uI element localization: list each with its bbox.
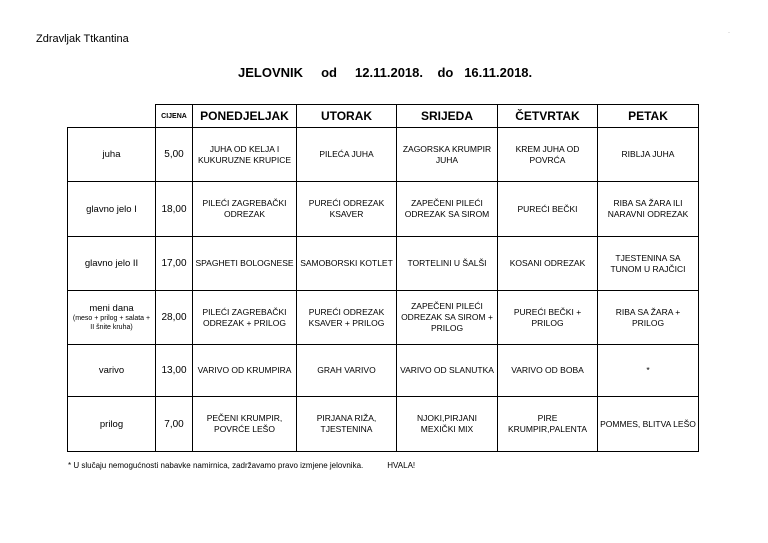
company-name: Zdravljak Ttkantina xyxy=(36,33,129,45)
dish-cell: VARIVO OD BOBA xyxy=(498,345,598,397)
table-row xyxy=(68,182,699,237)
dish-cell: PILEĆI ZAGREBAČKI ODREZAK xyxy=(193,182,297,237)
footnote-text: * U slučaju nemogućnosti nabavke namirnica, zadržavamo pravo izmjene jelovnika. xyxy=(68,461,364,470)
day-header-friday: PETAK xyxy=(598,105,699,128)
dish-cell: PUREĆI BEČKI xyxy=(498,182,598,237)
dish-cell: KOSANI ODREZAK xyxy=(498,237,598,291)
footnote xyxy=(68,461,415,470)
dish-cell: TJESTENINA SA TUNOM U RAJČICI xyxy=(598,237,699,291)
table-corner xyxy=(68,105,156,128)
menu-title xyxy=(238,65,532,80)
menu-table xyxy=(67,104,699,452)
dish-cell: JUHA OD KELJA I KUKURUZNE KRUPICE xyxy=(193,128,297,182)
dish-cell: VARIVO OD SLANUTKA xyxy=(397,345,498,397)
dish-cell: RIBA SA ŽARA ILI NARAVNI ODREZAK xyxy=(598,182,699,237)
table-header-row xyxy=(68,105,699,128)
dish-cell: PEČENI KRUMPIR, POVRĆE LEŠO xyxy=(193,397,297,452)
dish-cell: POMMES, BLITVA LEŠO xyxy=(598,397,699,452)
row-price: 13,00 xyxy=(156,345,193,397)
row-price: 17,00 xyxy=(156,237,193,291)
dish-cell: PIRE KRUMPIR,PALENTA xyxy=(498,397,598,452)
title-word: JELOVNIK xyxy=(238,65,304,80)
dish-cell: KREM JUHA OD POVRĆA xyxy=(498,128,598,182)
dish-cell: PUREĆI ODREZAK KSAVER xyxy=(297,182,397,237)
row-price: 7,00 xyxy=(156,397,193,452)
row-label: juha xyxy=(68,128,156,182)
dish-cell: NJOKI,PIRJANI MEXIČKI MIX xyxy=(397,397,498,452)
row-price: 18,00 xyxy=(156,182,193,237)
dish-cell: RIBLJA JUHA xyxy=(598,128,699,182)
row-price: 5,00 xyxy=(156,128,193,182)
dish-cell: SAMOBORSKI KOTLET xyxy=(297,237,397,291)
table-row xyxy=(68,397,699,452)
row-label: glavno jelo II xyxy=(68,237,156,291)
dish-cell: ZAPEČENI PILEĆI ODREZAK SA SIROM + PRILOG xyxy=(397,291,498,345)
day-header-tuesday: UTORAK xyxy=(297,105,397,128)
dish-cell: PUREĆI ODREZAK KSAVER + PRILOG xyxy=(297,291,397,345)
row-label: meni dana (meso + prilog + salata + II šnite kruha) xyxy=(68,291,156,345)
dish-cell: PUREĆI BEČKI + PRILOG xyxy=(498,291,598,345)
title-from-date: 12.11.2018. xyxy=(355,65,423,80)
price-column-header: CIJENA xyxy=(156,105,193,128)
day-header-wednesday: SRIJEDA xyxy=(397,105,498,128)
row-label: varivo xyxy=(68,345,156,397)
day-header-thursday: ČETVRTAK xyxy=(498,105,598,128)
day-header-monday: PONEDJELJAK xyxy=(193,105,297,128)
dish-cell: RIBA SA ŽARA + PRILOG xyxy=(598,291,699,345)
title-to-date: 16.11.2018. xyxy=(464,65,533,80)
row-price: 28,00 xyxy=(156,291,193,345)
dish-cell: PILEĆI ZAGREBAČKI ODREZAK + PRILOG xyxy=(193,291,297,345)
dish-cell: * xyxy=(598,345,699,397)
footnote-thanks: HVALA! xyxy=(387,461,416,470)
table-row xyxy=(68,291,699,345)
dish-cell: ZAGORSKA KRUMPIR JUHA xyxy=(397,128,498,182)
dish-cell: GRAH VARIVO xyxy=(297,345,397,397)
dish-cell: PIRJANA RIŽA, TJESTENINA xyxy=(297,397,397,452)
row-label: glavno jelo I xyxy=(68,182,156,237)
title-from-label: od xyxy=(321,65,337,80)
table-row xyxy=(68,128,699,182)
dish-cell: VARIVO OD KRUMPIRA xyxy=(193,345,297,397)
dish-cell: TORTELINI U ŠALŠI xyxy=(397,237,498,291)
dish-cell: PILEĆA JUHA xyxy=(297,128,397,182)
corner-mark: · xyxy=(728,30,730,36)
row-label-note: (meso + prilog + salata + II šnite kruha) xyxy=(72,315,151,331)
table-row xyxy=(68,237,699,291)
title-to-label: do xyxy=(437,65,454,80)
dish-cell: SPAGHETI BOLOGNESE xyxy=(193,237,297,291)
table-row xyxy=(68,345,699,397)
dish-cell: ZAPEČENI PILEĆI ODREZAK SA SIROM xyxy=(397,182,498,237)
row-label: prilog xyxy=(68,397,156,452)
